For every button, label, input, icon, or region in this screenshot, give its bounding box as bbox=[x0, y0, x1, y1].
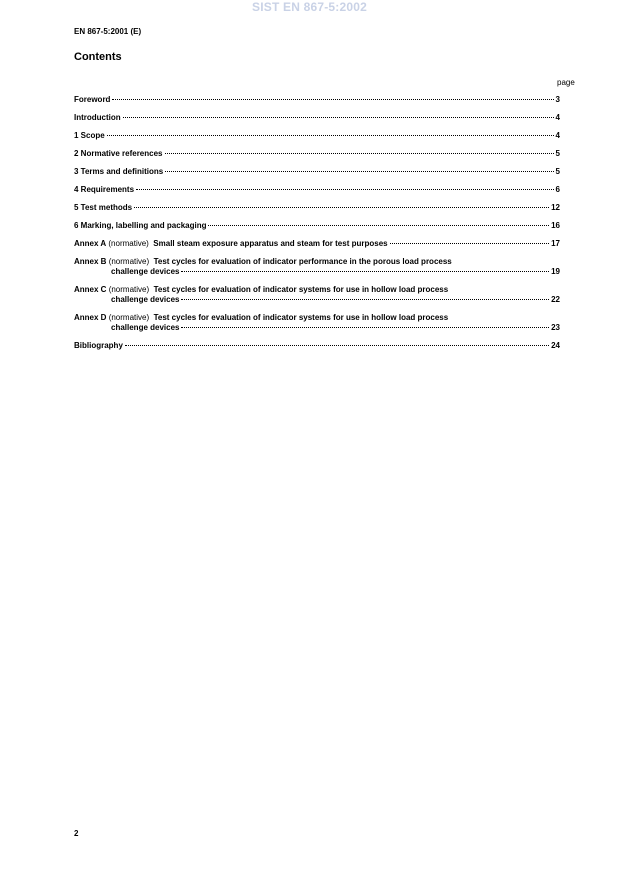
toc-entry-annex-c[interactable] bbox=[74, 285, 560, 305]
toc-entry-terms-and-definitions[interactable] bbox=[74, 167, 560, 177]
dot-leader bbox=[390, 243, 549, 244]
toc-entry-bibliography[interactable] bbox=[74, 341, 560, 351]
dot-leader bbox=[123, 117, 554, 118]
annex-title-continued: challenge devices bbox=[111, 295, 180, 304]
annex-title: Test cycles for evaluation of indicator systems for use in hollow load process bbox=[153, 313, 449, 322]
annex-status: (normative) bbox=[108, 313, 150, 322]
toc-entry-annex-d[interactable] bbox=[74, 313, 560, 333]
dot-leader bbox=[125, 345, 549, 346]
toc-entry-title: 2 Normative references bbox=[74, 149, 163, 158]
annex-label: Annex B bbox=[74, 257, 107, 266]
annex-title: Test cycles for evaluation of indicator systems for use in hollow load process bbox=[153, 285, 449, 294]
toc-entry-test-methods[interactable] bbox=[74, 203, 560, 213]
dot-leader bbox=[181, 271, 549, 272]
dot-leader bbox=[112, 99, 553, 100]
annex-label: Annex D bbox=[74, 313, 107, 322]
table-of-contents bbox=[74, 95, 560, 359]
toc-entry-annex-a[interactable] bbox=[74, 239, 560, 249]
annex-title: Test cycles for evaluation of indicator performance in the porous load process bbox=[153, 257, 452, 266]
toc-entry-page: 12 bbox=[551, 203, 560, 212]
annex-title: Small steam exposure apparatus and steam for test purposes bbox=[153, 239, 388, 248]
annex-title-continued: challenge devices bbox=[111, 323, 180, 332]
toc-entry-marking[interactable] bbox=[74, 221, 560, 231]
toc-entry-title: 6 Marking, labelling and packaging bbox=[74, 221, 207, 230]
toc-entry-title: Foreword bbox=[74, 95, 111, 104]
toc-entry-page: 23 bbox=[551, 323, 560, 332]
toc-entry-title: 1 Scope bbox=[74, 131, 105, 140]
toc-entry-title: Bibliography bbox=[74, 341, 123, 350]
annex-title-continued: challenge devices bbox=[111, 267, 180, 276]
toc-entry-introduction[interactable] bbox=[74, 113, 560, 123]
toc-entry-title: 4 Requirements bbox=[74, 185, 135, 194]
dot-leader bbox=[208, 225, 549, 226]
toc-entry-scope[interactable] bbox=[74, 131, 560, 141]
toc-entry-page: 5 bbox=[555, 149, 560, 158]
annex-status: (normative) bbox=[108, 285, 150, 294]
toc-entry-page: 24 bbox=[551, 341, 560, 350]
annex-status: (normative) bbox=[108, 239, 149, 248]
toc-entry-page: 19 bbox=[551, 267, 560, 276]
watermark: SIST EN 867-5:2002 bbox=[252, 0, 367, 14]
page-title: Contents bbox=[74, 51, 122, 63]
toc-entry-title: Introduction bbox=[74, 113, 121, 122]
page-column-label: page bbox=[557, 78, 575, 87]
dot-leader bbox=[134, 207, 549, 208]
annex-label: Annex C bbox=[74, 285, 107, 294]
toc-entry-requirements[interactable] bbox=[74, 185, 560, 195]
toc-entry-title: 3 Terms and definitions bbox=[74, 167, 164, 176]
toc-entry-page: 16 bbox=[551, 221, 560, 230]
toc-entry-page: 3 bbox=[555, 95, 560, 104]
dot-leader bbox=[181, 299, 549, 300]
toc-entry-page: 22 bbox=[551, 295, 560, 304]
toc-entry-page: 17 bbox=[551, 239, 560, 248]
toc-entry-title: 5 Test methods bbox=[74, 203, 133, 212]
page-number: 2 bbox=[74, 829, 79, 838]
toc-entry-page: 6 bbox=[555, 185, 560, 194]
dot-leader bbox=[165, 171, 553, 172]
toc-entry-page: 4 bbox=[555, 131, 560, 140]
annex-label: Annex A bbox=[74, 239, 107, 248]
dot-leader bbox=[107, 135, 554, 136]
dot-leader bbox=[165, 153, 554, 154]
toc-entry-annex-b[interactable] bbox=[74, 257, 560, 277]
dot-leader bbox=[136, 189, 554, 190]
dot-leader bbox=[181, 327, 549, 328]
document-id: EN 867-5:2001 (E) bbox=[74, 27, 142, 36]
toc-entry-foreword[interactable] bbox=[74, 95, 560, 105]
toc-entry-normative-references[interactable] bbox=[74, 149, 560, 159]
toc-entry-page: 4 bbox=[555, 113, 560, 122]
annex-status: (normative) bbox=[108, 257, 150, 266]
toc-entry-page: 5 bbox=[555, 167, 560, 176]
